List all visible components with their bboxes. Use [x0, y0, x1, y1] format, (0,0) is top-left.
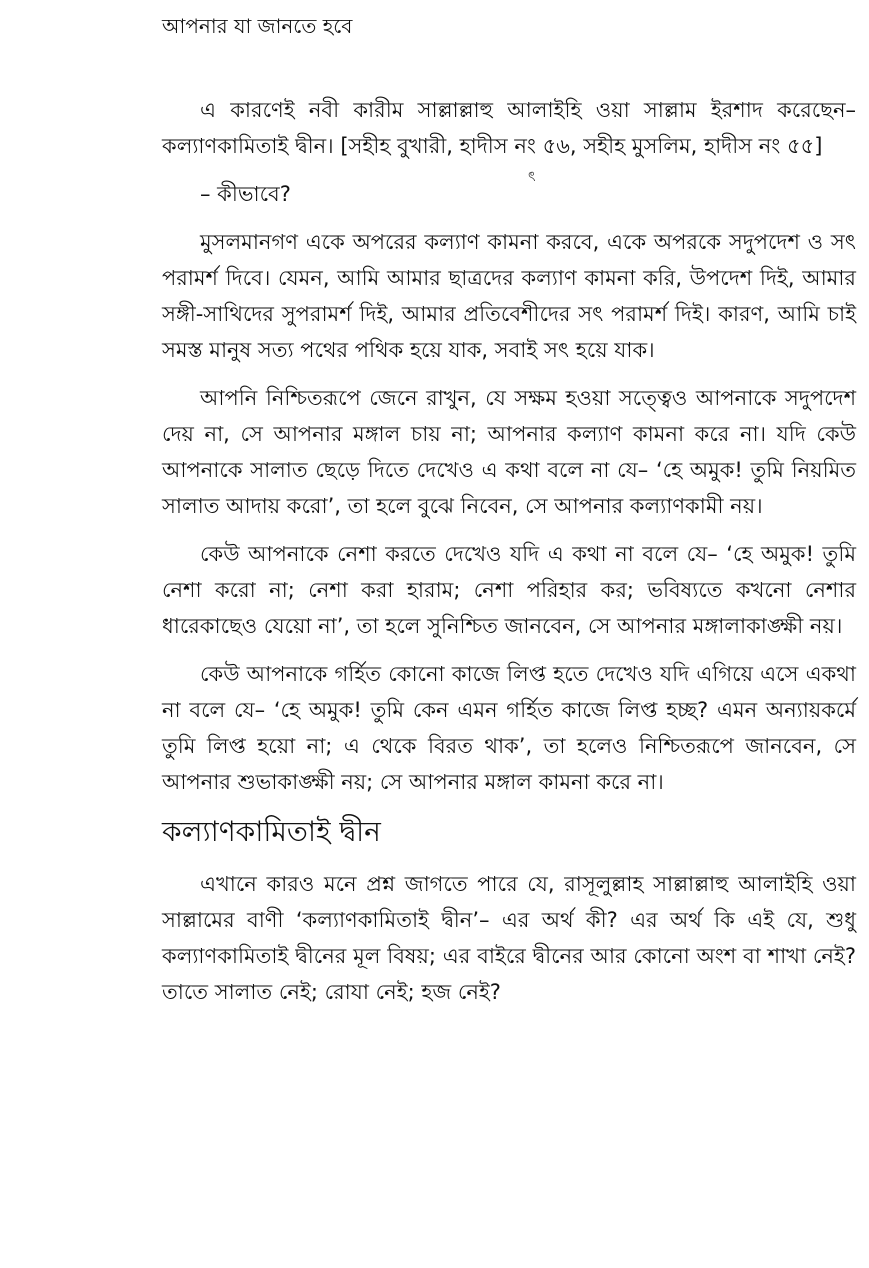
page-body [162, 92, 856, 1022]
paragraph-hadith-quote [162, 92, 856, 164]
paragraph-salat-example: আপনি নিশ্চিতরূপে জেনে রাখুন, যে সক্ষম হওয়া সত্ত্বেও আপনাকে সদুপদেশ দেয় না, সে আপনার মঙ্গাল চায় না; আপনার কল্যাণ কামনা করে না। যদি কেউ আপনাকে সালাত ছেড়ে দিতে দেখেও এ কথা বলে না যে– ‘হে অমুক! তুমি নিয়মিত সালাত আদায় করো’, তা হলে বুঝে নিবেন, সে আপনার কল্যাণকামী নয়। [162, 386, 856, 518]
running-header: আপনার যা জানতে হবে [162, 14, 353, 38]
section-heading: কল্যাণকামিতাই দ্বীন [162, 815, 381, 848]
paragraph-intoxication-example: কেউ আপনাকে নেশা করতে দেখেও যদি এ কথা না বলে যে– ‘হে অমুক! তুমি নেশা করো না; নেশা করা হারাম; নেশা পরিহার কর; ভবিষ্যতে কখনো নেশার ধারেকাছেও যেয়ো না’, তা হলে সুনিশ্চিত জানবেন, সে আপনার মঙ্গালাকাঙ্ক্ষী নয়। [162, 542, 856, 638]
paragraph-explanation: মুসলমানগণ একে অপরের কল্যাণ কামনা করবে, একে অপরকে সদুপদেশ ও সৎ পরামর্শ দিবে। যেমন, আমি আমার ছাত্রদের কল্যাণ কামনা করি, উপদেশ দিই, আমার সঙ্গী-সাথিদের সুপরামর্শ দিই, আমার প্রতিবেশীদের সৎ পরামর্শ দিই। কারণ, আমি চাই সমস্ত মানুষ সত্য পথের পথিক হয়ে যাক, সবাই সৎ হয়ে যাক। [162, 230, 856, 362]
paragraph-wrongdoing-example: কেউ আপনাকে গর্হিত কোনো কাজে লিপ্ত হতে দেখেও যদি এগিয়ে এসে একথা না বলে যে– ‘হে অমুক! তুমি কেন এমন গর্হিত কাজে লিপ্ত হচ্ছ? এমন অন্যায়কর্মে তুমি লিপ্ত হয়ো না; এ থেকে বিরত থাক’, তা হলেও নিশ্চিতরূপে জানবেন, সে আপনার শুভাকাঙ্ক্ষী নয়; সে আপনার মঙ্গাল কামনা করে না। [162, 662, 856, 794]
paragraph-question: – কীভাবে? [200, 182, 291, 206]
stray-ink-mark: ৎ [528, 169, 536, 185]
section-paragraph: এখানে কারও মনে প্রশ্ন জাগতে পারে যে, রাসূলুল্লাহ সাল্লাল্লাহু আলাইহি ওয়া সাল্লামের বাণী ‘কল্যাণকামিতাই দ্বীন’– এর অর্থ কী? এর অর্থ কি এই যে, শুধু কল্যাণকামিতাই দ্বীনের মূল বিষয়; এর বাইরে দ্বীনের আর কোনো অংশ বা শাখা নেই? তাতে সালাত নেই; রোযা নেই; হজ নেই? [162, 872, 856, 1004]
hadith-citation: [সহীহ বুখারী, হাদীস নং ৫৬, সহীহ মুসলিম, হাদীস নং ৫৫] [333, 134, 823, 158]
hadith-quote-text: এ কারণেই নবী কারীম সাল্লাল্লাহু আলাইহি ওয়া সাল্লাম ইরশাদ করেছেন– কল্যাণকামিতাই দ্বীন। [162, 98, 856, 158]
